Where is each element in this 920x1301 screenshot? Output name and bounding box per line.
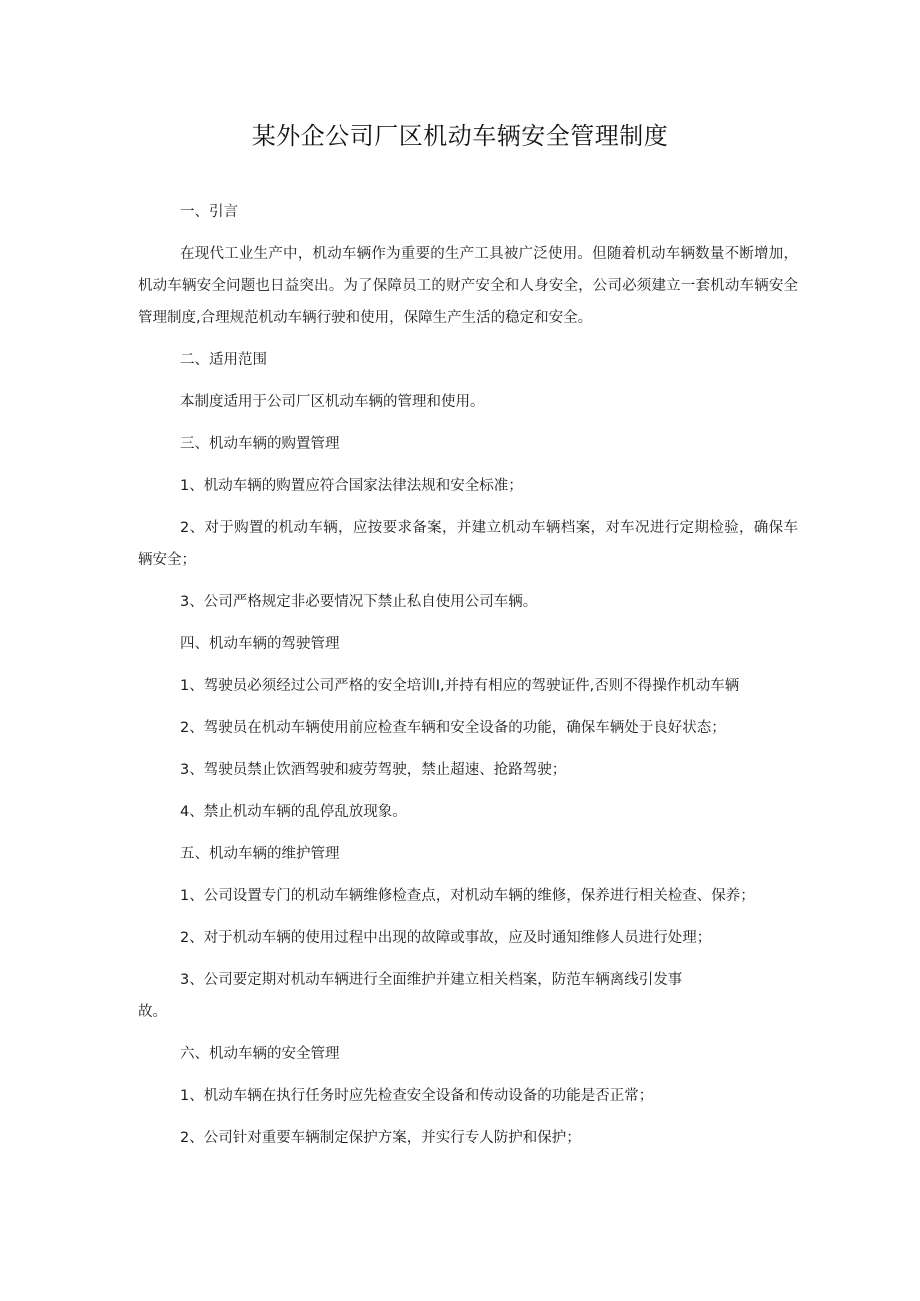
maintenance-item-1: 1、公司设置专门的机动车辆维修检查点，对机动车辆的维修，保养进行相关检查、保养； [180, 888, 755, 904]
section-heading-scope: 二、适用范围 [180, 352, 267, 368]
document-body [138, 196, 798, 1154]
purchase-item-3: 3、公司严格规定非必要情况下禁止私自使用公司车辆。 [180, 594, 538, 610]
scope-paragraph: 本制度适用于公司厂区机动车辆的管理和使用。 [180, 394, 485, 410]
maintenance-item-3: 3、公司要定期对机动车辆进行全面维护并建立相关档案，防范车辆离线引发事 [180, 972, 683, 988]
section-heading-safety: 六、机动车辆的安全管理 [180, 1046, 340, 1062]
document-title: 某外企公司厂区机动车辆安全管理制度 [251, 122, 669, 150]
driving-item-2: 2、驾驶员在机动车辆使用前应检查车辆和安全设备的功能，确保车辆处于良好状态； [180, 720, 726, 736]
driving-item-4: 4、禁止机动车辆的乱停乱放现象。 [180, 804, 407, 820]
purchase-item-2: 2、对于购置的机动车辆，应按要求备案，并建立机动车辆档案，对车况进行定期检验，确保车辆安全； [138, 520, 798, 568]
section-heading-intro: 一、引言 [180, 204, 238, 220]
driving-item-3: 3、驾驶员禁止饮酒驾驶和疲劳驾驶，禁止超速、抢路驾驶； [180, 762, 567, 778]
maintenance-item-2: 2、对于机动车辆的使用过程中出现的故障或事故，应及时通知维修人员进行处理； [180, 930, 712, 946]
intro-paragraph: 在现代工业生产中，机动车辆作为重要的生产工具被广泛使用。但随着机动车辆数量不断增加，机动车辆安全问题也日益突出。为了保障员工的财产安全和人身安全，公司必须建立一套机动车辆安全管理制度,合理规范机动车辆行驶和使用，保障生产生活的稳定和安全。 [138, 246, 798, 326]
purchase-item-1: 1、机动车辆的购置应符合国家法律法规和安全标准； [180, 478, 523, 494]
safety-item-1: 1、机动车辆在执行任务时应先检查安全设备和传动设备的功能是否正常； [180, 1088, 654, 1104]
driving-item-1: 1、驾驶员必须经过公司严格的安全培训I,并持有相应的驾驶证件,否则不得操作机动车辆 [180, 678, 740, 694]
maintenance-item-3-continued: 故。 [138, 1004, 167, 1020]
safety-item-2: 2、公司针对重要车辆制定保护方案，并实行专人防护和保护； [180, 1130, 581, 1146]
section-heading-driving: 四、机动车辆的驾驶管理 [180, 636, 340, 652]
section-heading-maintenance: 五、机动车辆的维护管理 [180, 846, 340, 862]
section-heading-purchase: 三、机动车辆的购置管理 [180, 436, 340, 452]
